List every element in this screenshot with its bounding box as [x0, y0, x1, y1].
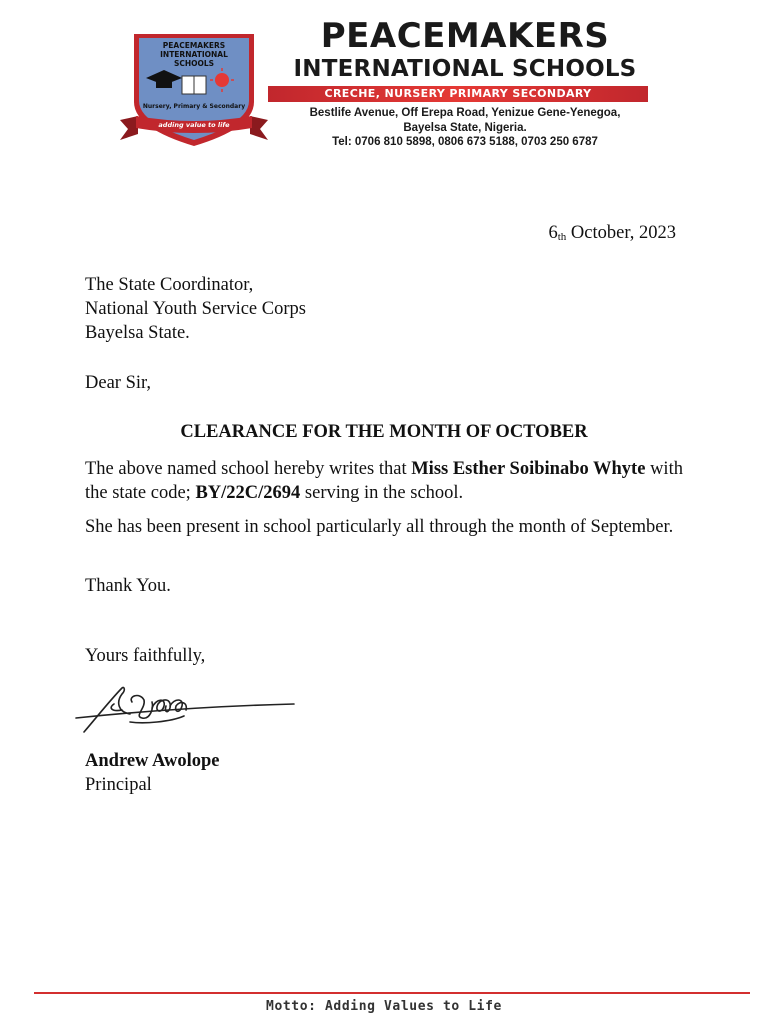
school-name-line2: INTERNATIONAL SCHOOLS	[293, 56, 637, 82]
svg-text:SCHOOLS: SCHOOLS	[173, 59, 215, 68]
address-line2: Bayelsa State, Nigeria.	[403, 121, 527, 134]
date-suffix: th	[557, 231, 567, 243]
letterhead	[0, 0, 768, 170]
school-name	[278, 16, 652, 82]
body-paragraph-2: She has been present in school particularly all through the month of September.	[85, 517, 674, 537]
para1-text-c: serving in the school.	[300, 483, 464, 503]
recipient-address	[85, 273, 685, 345]
salutation: Dear Sir,	[85, 373, 152, 393]
signatory	[85, 749, 685, 797]
para1-text-a: The above named school hereby writes that	[85, 459, 412, 479]
letter-subject: CLEARANCE FOR THE MONTH OF OCTOBER	[180, 422, 588, 442]
handwritten-signature	[74, 682, 296, 736]
body-paragraph-1	[85, 457, 685, 505]
corps-member-name: Miss Esther Soibinabo Whyte	[411, 459, 646, 479]
address-line1: Bestlife Avenue, Off Erepa Road, Yenizue Gene-Yenegoa,	[309, 107, 621, 119]
svg-text:adding value to life: adding value to life	[158, 121, 230, 129]
svg-text:PEACEMAKERS: PEACEMAKERS	[162, 41, 226, 50]
recipient-line2: National Youth Service Corps	[85, 299, 306, 319]
school-name-line1: PEACEMAKERS	[320, 16, 610, 56]
phone-line: Tel: 0706 810 5898, 0806 673 5188, 0703 250 6787	[332, 136, 598, 148]
school-address	[290, 106, 640, 150]
state-code: BY/22C/2694	[195, 483, 301, 503]
letter-date	[548, 223, 676, 244]
recipient-line3: Bayelsa State.	[85, 323, 190, 343]
signer-title: Principal	[85, 775, 152, 795]
signer-name: Andrew Awolope	[85, 751, 220, 771]
para1-text-b: with the state code;	[85, 459, 683, 503]
recipient-line1: The State Coordinator,	[85, 275, 254, 295]
svg-text:Nursery, Primary & Secondary: Nursery, Primary & Secondary	[142, 103, 246, 110]
complimentary-close: Yours faithfully,	[85, 646, 206, 666]
footer-divider	[34, 992, 750, 994]
date-day: 6	[548, 223, 558, 243]
svg-text:INTERNATIONAL: INTERNATIONAL	[160, 50, 228, 59]
levels-ribbon: CRECHE, NURSERY PRIMARY SECONDARY	[268, 86, 648, 102]
school-motto: Motto: Adding Values to Life	[266, 999, 502, 1014]
date-rest: October, 2023	[566, 223, 676, 243]
school-logo	[116, 24, 272, 154]
thanks-line: Thank You.	[85, 576, 171, 596]
